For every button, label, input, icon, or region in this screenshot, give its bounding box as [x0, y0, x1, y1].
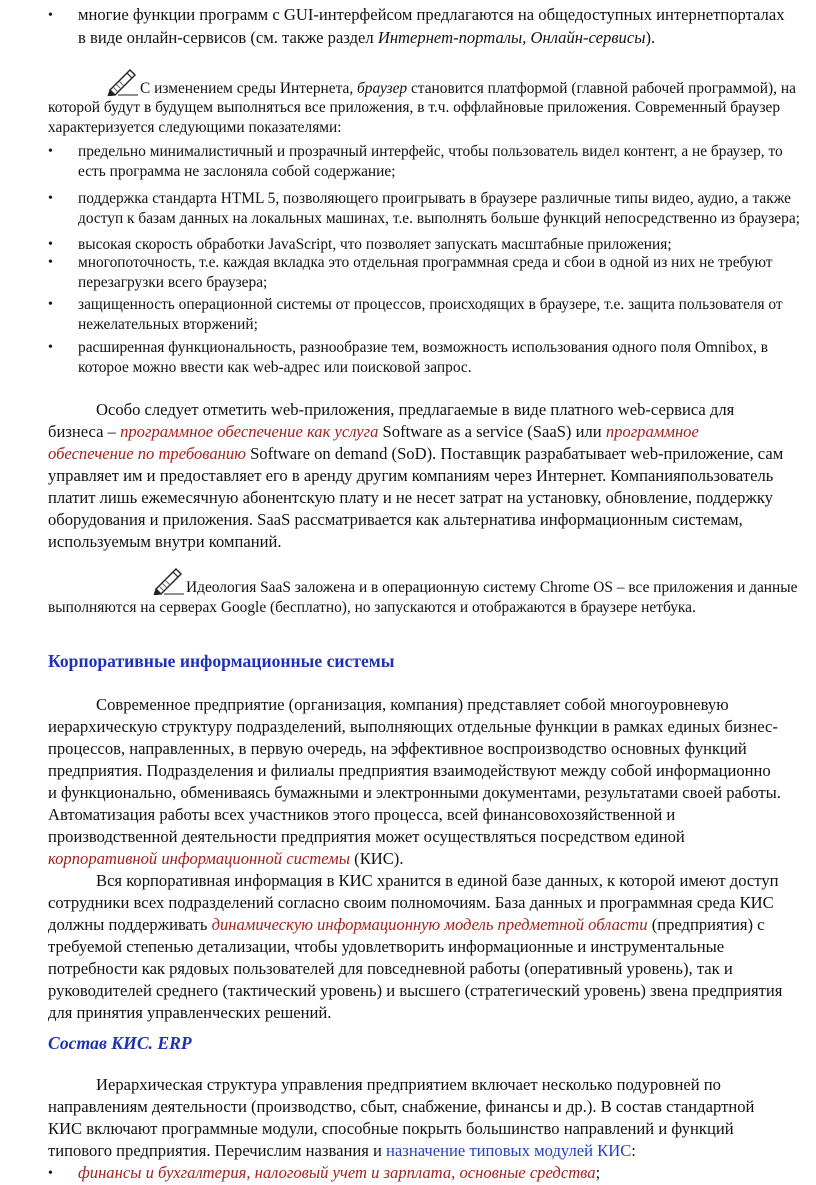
list-item: есть программа не заслоняла собой содержание; — [78, 163, 396, 180]
list-item: финансы и бухгалтерия, налоговый учет и зарплата, основные средства; — [78, 1163, 601, 1182]
list-item: высокая скорость обработки JavaScript, что позволяет запускать масштабные приложения; — [78, 236, 672, 253]
paragraph-line: управляет им и предоставляет его в аренду другим компаниям через Интернет. Компанияпользователь — [48, 466, 774, 485]
list-item: многопоточность, т.е. каждая вкладка это отдельная программная среда и сбои в одной из них не требуют — [78, 254, 773, 271]
paragraph-line: и функционально, обмениваясь бумажными и электронными документами, результатами своей работы. — [48, 783, 781, 802]
paragraph-line: используемым внутри компаний. — [48, 532, 282, 551]
paragraph-line: иерархическую структуру подразделений, выполняющих отдельные функции в рамках единых бизнес- — [48, 717, 778, 736]
bullet-marker: • — [48, 8, 53, 23]
paragraph-line: Идеология SaaS заложена и в операционную систему Chrome OS – все приложения и данные — [186, 579, 798, 596]
list-item: перезагрузки всего браузера; — [78, 274, 268, 291]
bullet-marker: • — [48, 255, 53, 270]
paragraph-line: Автоматизация работы всех участников этого процесса, всей финансовохозяйственной и — [48, 805, 676, 824]
paragraph-line: Особо следует отметить web-приложения, предлагаемые в виде платного web-сервиса для — [96, 400, 735, 419]
list-item: которое можно ввести как web-адрес или поисковой запрос. — [78, 359, 472, 376]
list-item: поддержка стандарта HTML 5, позволяющего проигрывать в браузере различные типы видео, аудио, а также — [78, 190, 791, 207]
bullet-marker: • — [48, 144, 53, 159]
paragraph-line: многие функции программ с GUI-интерфейсом предлагаются на общедоступных интернетпорталах — [78, 5, 785, 24]
paragraph-line: Современное предприятие (организация, компания) представляет собой многоуровневую — [96, 695, 729, 714]
paragraph-line: бизнеса – программное обеспечение как услуга Software as a service (SaaS) или программное — [48, 422, 699, 441]
paragraph-line: в виде онлайн-сервисов (см. также раздел Интернет-порталы, Онлайн-сервисы). — [78, 28, 656, 47]
paragraph-line: которой будут в будущем выполняться все приложения, в т.ч. оффлайновые приложения. Современный браузер — [48, 99, 781, 116]
paragraph-line: сотрудники всех подразделений согласно своим полномочиям. База данных и программная среда КИС — [48, 893, 774, 912]
bullet-marker: • — [48, 297, 53, 312]
paragraph-line: оборудования и приложения. SaaS рассматривается как альтернатива информационным системам, — [48, 510, 743, 529]
paragraph-line: обеспечение по требованию Software on demand (SoD). Поставщик разрабатывает web-приложение, сам — [48, 444, 784, 463]
paragraph-line: типового предприятия. Перечислим названия и назначение типовых модулей КИС: — [48, 1141, 636, 1160]
paragraph-line: платит лишь ежемесячную абонентскую плату и не несет затрат на установку, обновление, поддержку — [48, 488, 773, 507]
paragraph-line: корпоративной информационной системы (КИС). — [48, 849, 404, 868]
bullet-marker: • — [48, 237, 53, 252]
paragraph-line: руководителей среднего (тактический уровень) и высшего (стратегический уровень) звена предприятия — [48, 981, 783, 1000]
paragraph-line: предприятия. Подразделения и филиалы предприятия взаимодействуют между собой информационно — [48, 761, 771, 780]
paragraph-line: КИС включают программные модули, способные покрыть большинство направлений и функций — [48, 1119, 734, 1138]
pencil-note-icon — [150, 565, 186, 595]
paragraph-line: Вся корпоративная информация в КИС хранится в единой базе данных, к которой имеют доступ — [96, 871, 779, 890]
paragraph-line: направлениям деятельности (производство, сбыт, снабжение, финансы и др.). В состав стандартной — [48, 1097, 755, 1116]
list-item: расширенная функциональность, разнообразие тем, возможность использования одного поля Omnibox, в — [78, 339, 768, 356]
list-item: предельно минималистичный и прозрачный интерфейс, чтобы пользователь видел контент, а не браузер, то — [78, 143, 783, 160]
paragraph-line: Иерархическая структура управления предприятием включает несколько подуровней по — [96, 1075, 721, 1094]
list-item: доступ к базам данных на локальных машинах, т.е. выполнять больше функций непосредственно из браузера; — [78, 210, 800, 227]
paragraph-line: характеризуется следующими показателями: — [48, 119, 342, 136]
paragraph-line: процессов, направленных, в первую очередь, на эффективное воспроизводство основных функций — [48, 739, 747, 758]
paragraph-line: требуемой степенью детализации, чтобы удовлетворить информационные и инструментальные — [48, 937, 725, 956]
list-item: защищенность операционной системы от процессов, происходящих в браузере, т.е. защита пользователя от — [78, 296, 783, 313]
bullet-marker: • — [48, 1166, 53, 1181]
section-heading: Корпоративные информационные системы — [48, 651, 395, 671]
paragraph-line: выполняются на серверах Google (бесплатно), но запускаются и отображаются в браузере нетбука. — [48, 599, 696, 616]
paragraph-line: должны поддерживать динамическую информационную модель предметной области (предприятия) с — [48, 915, 765, 934]
pencil-note-icon — [104, 66, 140, 96]
section-heading: Состав КИС. ERP — [48, 1033, 192, 1053]
list-item: нежелательных вторжений; — [78, 316, 258, 333]
paragraph-line: производственной деятельности предприятия может осуществляться посредством единой — [48, 827, 685, 846]
paragraph-line: для принятия управленческих решений. — [48, 1003, 332, 1022]
paragraph-line: потребности как рядовых пользователей для повседневной работы (оперативный уровень), так и — [48, 959, 733, 978]
paragraph-line: С изменением среды Интернета, браузер становится платформой (главной рабочей программой), на — [140, 80, 796, 97]
bullet-marker: • — [48, 340, 53, 355]
bullet-marker: • — [48, 191, 53, 206]
